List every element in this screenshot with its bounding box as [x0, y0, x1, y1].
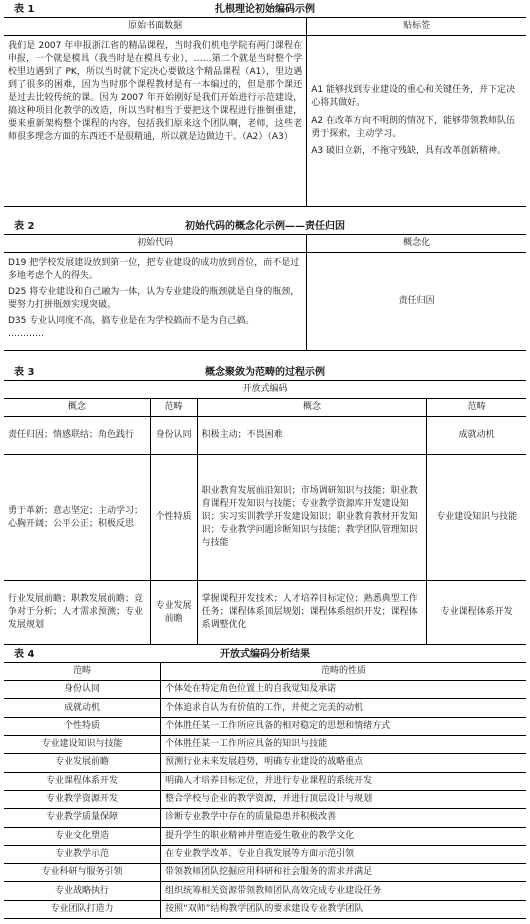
table4-caption: [4, 647, 526, 662]
table3-header-category-2: 范畴: [427, 399, 526, 417]
table2-code-d25: D25 将专业建设和自己融为一体，认为专业建设的瓶颈就是自身的瓶颈，要努力打拼瓶颈实现突破。: [8, 287, 300, 311]
table4-category: 专业发展前瞻: [4, 754, 161, 772]
table1-raw-text: 我们是 2007 年申报浙江省的精品课程，当时我们机电学院有两门课程在申报，一个就是模具（我当时是在模具专业），……第二个就是当时整个学校里边遇到了 PK，所以当时就下定决心要做这个精品课程（A1），里边遇到了很多的困难，因为当时那个课程教材是有一本编过的，但是那个课还是过去比较传统的课。因为 2007 年开始刚好是我们开始进行示范建设，搞这种项目化教学的改造，所以当时相当于要把这个课程进行推倒重建，要来重新架构整个课程的内容，包括我们原来这个团队啊，老师，这些老师很多理念方面的东西还不是很精通，所以就是边做边干。（A2）（A3）: [8, 41, 303, 143]
table2-header-code: 初始代码: [4, 235, 307, 253]
page: [0, 2, 530, 924]
table4-category: 专业教学示范: [4, 845, 161, 863]
table-row: [4, 809, 526, 827]
table2-title: 初始代码的概念化示例——责任归因: [185, 221, 345, 232]
table1-header-label: 贴标签: [307, 18, 526, 36]
table4-category: 专业教学资源开发: [4, 790, 161, 808]
table3-header-category-1: 范畴: [150, 399, 197, 417]
table4-property: 个体追求自认为有价值的工作，并使之完美的动机: [161, 699, 526, 717]
table1: [4, 17, 526, 207]
table-row: [4, 717, 526, 735]
table-row: [4, 882, 526, 900]
table2-concept: 责任归因: [307, 253, 526, 351]
table4-property: 带领教师团队挖掘应用科研和社会服务的需求并满足: [161, 864, 526, 882]
table3-row2-category: 个性特质: [150, 455, 197, 581]
table3-row1-category: 身份认同: [150, 417, 197, 455]
table4-category: 专业教学质量保障: [4, 809, 161, 827]
table4-property: 个体胜任某一工作所应具备的知识与技能: [161, 736, 526, 754]
table4-category: 专业团队打造力: [50, 903, 114, 914]
table1-label-a1: A1 能够找到专业建设的重心和关键任务，并下定决心将其做好。: [311, 85, 515, 109]
table4-property: 按照“双师”结构教学团队的要求建设专业教学团队: [161, 900, 526, 918]
table1-labels: [307, 36, 526, 207]
table3-row2-category-2: 专业建设知识与技能: [427, 455, 526, 581]
table4-header-property: 范畴的性质: [161, 663, 526, 681]
table4-category: 专业建设知识与技能: [4, 736, 161, 754]
table4-category: 个性特质: [4, 717, 161, 735]
table4-category: 专业科研与服务引领: [4, 864, 161, 882]
table3-subheader: 开放式编码: [4, 381, 526, 399]
table1-header-raw: 原始书面数据: [4, 18, 307, 36]
table4-title: 开放式编码分析结果: [220, 649, 310, 661]
table3-caption: [4, 365, 526, 380]
table4-property: 在专业教学改革、专业自我发展等方面示范引领: [161, 845, 526, 863]
table4-category: 身份认同: [4, 681, 161, 699]
table3-header-concept-2: 概念: [197, 399, 427, 417]
table-row: [4, 699, 526, 717]
table2-code-d35: D35 专业认同度不高，搞专业是在为学校搞而不是为自己搞。: [8, 316, 255, 327]
table-row: [4, 864, 526, 882]
table-row: [4, 736, 526, 754]
table3-row3-concept: 行业发展前瞻；职教发展前瞻；竞争对于分析；人才需求预测；专业发展规划: [8, 594, 144, 631]
table4-category: 成就动机: [4, 699, 161, 717]
table3-number: 表 3: [14, 367, 35, 378]
table3-row3-category: 专业发展前瞻: [150, 581, 197, 645]
table4-property: 个体胜任某一工作所应具备的相对稳定的思想和情绪方式: [161, 717, 526, 735]
table4-property: 提升学生的职业精神并塑造爱生敬业的教学文化: [161, 827, 526, 845]
table2-code-ellipsis: …………: [8, 329, 44, 340]
table2-number: 表 2: [14, 221, 35, 232]
table3-row2-concept-2: 职业教育发展前沿知识；市场调研知识与技能；职业教育课程开发知识与技能；专业教学资源库开发建设知识；实习实训教学开发建设知识；职业教育教材开发知识；专业教学问题诊断知识与技能；教学团队管理知识与技能: [197, 455, 427, 581]
table3-row1-concept-2: 积极主动；不畏困难: [197, 417, 427, 455]
table-row: [4, 790, 526, 808]
table4-body: [4, 681, 526, 919]
table2-caption: [4, 219, 526, 234]
table2-code-d19: D19 把学校发展建设放到第一位，把专业建设的成功放到首位，而不是过多地考虑个人的得失。: [8, 258, 300, 282]
table2-codes: [4, 253, 307, 351]
table4-number: 表 4: [14, 649, 35, 661]
table-row: [4, 754, 526, 772]
table4-header-category: 范畴: [4, 663, 161, 681]
table3-title: 概念聚敛为范畴的过程示例: [205, 367, 325, 378]
table-row: [4, 845, 526, 863]
table1-label-a2: A2 在改革方向不明朗的情况下，能够带领教师队伍勇于探索，主动学习。: [311, 115, 515, 139]
table2-header-concept: 概念化: [307, 235, 526, 253]
table1-caption: [4, 2, 526, 17]
table1-label-a3: A3 破旧立新，不拖守残缺，具有改革创新精神。: [311, 145, 506, 156]
table3-row1-category-2: 成就动机: [427, 417, 526, 455]
table1-number: 表 1: [14, 4, 35, 15]
table3: [4, 380, 526, 645]
table2: [4, 234, 526, 351]
table-row: [4, 900, 526, 918]
table1-title: 扎根理论初始编码示例: [215, 4, 315, 15]
table4-property: 组织统筹相关资源带领教师团队高效完成专业建设任务: [161, 882, 526, 900]
table3-row2-concept: 勇于革新；意志坚定；主动学习；心胸开阔；公平公正；积极反思: [4, 455, 150, 581]
table4-category: 专业战略执行: [4, 882, 161, 900]
table4-property: 明确人才培养目标定位，并进行专业课程的系统开发: [161, 772, 526, 790]
table4-property: 整合学校与企业的教学资源，并进行顶层设计与规划: [161, 790, 526, 808]
table4-property: 诊断专业教学中存在的质量隐患并积极改善: [161, 809, 526, 827]
table4-category: 专业文化塑造: [4, 827, 161, 845]
table4: [4, 662, 526, 919]
table3-row1-concept: 责任归因；情感联结；角色践行: [4, 417, 150, 455]
table4-property: 预测行业未来发展趋势，明确专业建设的战略重点: [161, 754, 526, 772]
table3-row3-concept-2: 掌握课程开发技术；人才培养目标定位；熟悉典型工作任务；课程体系顶层规划；课程体系组织开发；课程体系调整优化: [197, 581, 427, 645]
table-row: [4, 681, 526, 699]
table-row: [4, 772, 526, 790]
table3-header-concept-1: 概念: [4, 399, 150, 417]
table4-category: 专业课程体系开发: [4, 772, 161, 790]
table4-property: 个体处在特定角色位置上的自我觉知及承诺: [161, 681, 526, 699]
table-row: [4, 827, 526, 845]
table3-row3-category-2: 专业课程体系开发: [427, 581, 526, 645]
